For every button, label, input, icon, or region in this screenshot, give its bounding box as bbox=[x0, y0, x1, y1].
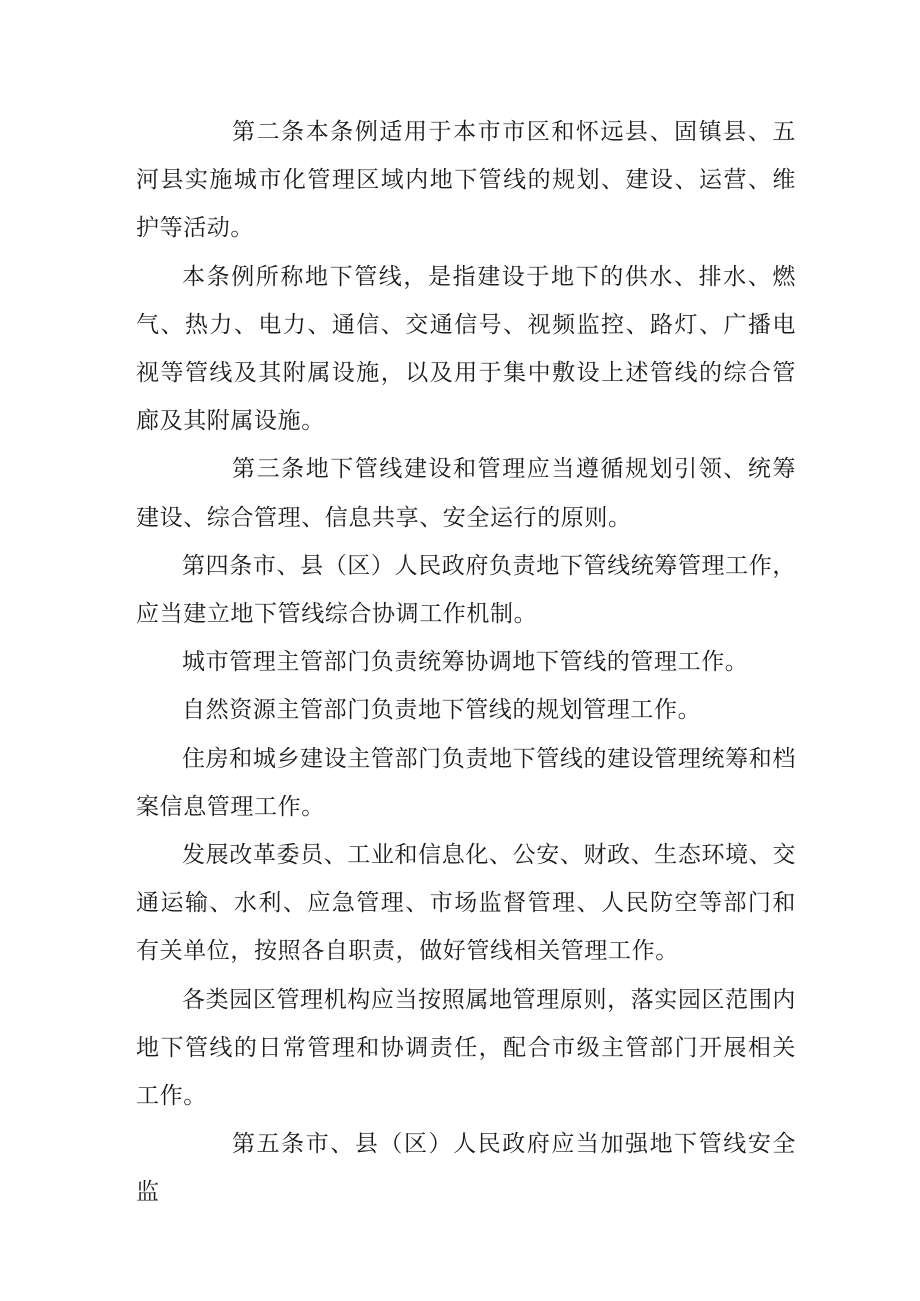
article-2-paragraph: 第二条本条例适用于本市市区和怀远县、固镇县、五河县实施城市化管理区域内地下管线的规划、建设、运营、维护等活动。 bbox=[136, 119, 796, 242]
housing-construction-paragraph: 住房和城乡建设主管部门负责地下管线的建设管理统筹和档案信息管理工作。 bbox=[136, 745, 796, 820]
natural-resources-paragraph: 自然资源主管部门负责地下管线的规划管理工作。 bbox=[182, 697, 702, 724]
urban-management-paragraph: 城市管理主管部门负责统筹协调地下管线的管理工作。 bbox=[182, 649, 749, 676]
article-5-paragraph: 第五条市、县（区）人民政府应当加强地下管线安全监 bbox=[136, 1131, 796, 1206]
pipeline-definition-paragraph: 本条例所称地下管线，是指建设于地下的供水、排水、燃气、热力、电力、通信、交通信号、视频监控、路灯、广播电视等管线及其附属设施，以及用于集中敷设上述管线的综合管廊及其附属设施。 bbox=[136, 263, 796, 435]
article-4-paragraph: 第四条市、县（区）人民政府负责地下管线统筹管理工作，应当建立地下管线综合协调工作机制。 bbox=[136, 552, 796, 628]
document-body bbox=[136, 108, 796, 1217]
industrial-parks-paragraph: 各类园区管理机构应当按照属地管理原则，落实园区范围内地下管线的日常管理和协调责任，配合市级主管部门开展相关工作。 bbox=[136, 986, 796, 1110]
article-3-paragraph: 第三条地下管线建设和管理应当遵循规划引领、统筹建设、综合管理、信息共享、安全运行的原则。 bbox=[136, 456, 796, 531]
other-departments-paragraph: 发展改革委员、工业和信息化、公安、财政、生态环境、交通运输、水利、应急管理、市场监督管理、人民防空等部门和有关单位，按照各自职责，做好管线相关管理工作。 bbox=[136, 842, 796, 965]
